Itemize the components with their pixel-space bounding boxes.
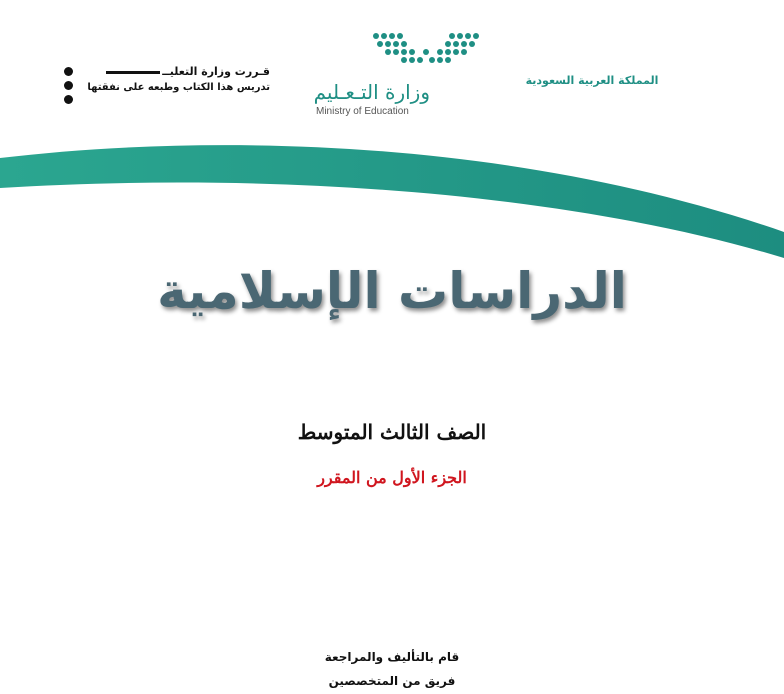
book-title: الدراسات الإسلامية — [157, 262, 627, 320]
ministry-logo-dots-icon — [368, 30, 488, 66]
bullet-dots-icon — [64, 67, 74, 109]
green-swoosh-graphic — [0, 140, 784, 260]
approval-note — [80, 64, 270, 96]
credits-line-1: قام بالتأليف والمراجعة — [324, 650, 460, 664]
kingdom-label: المملكة العربية السعودية — [525, 74, 659, 87]
credits-line-2: فريق من المتخصصين — [328, 674, 456, 688]
approval-line-1: قـررت وزارة التعليــ — [162, 65, 270, 78]
approval-rule — [106, 71, 160, 74]
ministry-name-english: Ministry of Education — [316, 106, 409, 117]
ministry-name-arabic: وزارة التـعـليم — [313, 80, 430, 104]
grade-level: الصف الثالث المتوسط — [297, 420, 487, 444]
book-part: الجزء الأول من المقرر — [317, 468, 467, 487]
approval-line-2: تدريس هذا الكتاب وطبعه على نفقتها — [87, 82, 270, 93]
